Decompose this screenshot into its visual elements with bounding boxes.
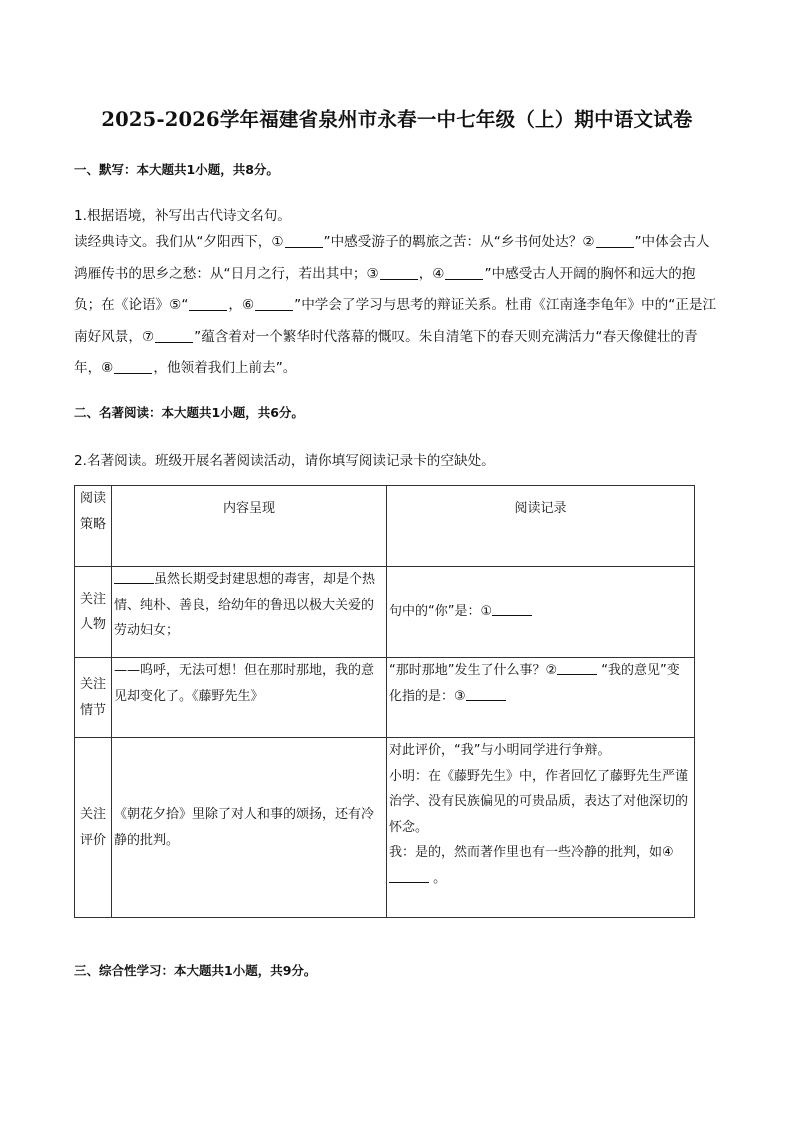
question-2-stem: 2.名著阅读。班级开展名著阅读活动，请你填写阅读记录卡的空缺处。 [74, 453, 495, 469]
record-blank-2[interactable] [557, 661, 597, 675]
content-blank[interactable] [114, 570, 154, 584]
content-cell: ——呜呼，无法可想！但在那时那地，我的意见却变化了。《藤野先生》 [112, 658, 387, 738]
header-record: 阅读记录 [387, 486, 695, 567]
section-2-heading: 二、名著阅读：本大题共1小题，共6分。 [74, 405, 304, 420]
table-row [75, 738, 695, 918]
answer-blank-6[interactable] [255, 296, 293, 311]
strategy-cell: 关注情节 [75, 658, 112, 738]
question-1-passage: 读经典诗文。我们从“夕阳西下，① ”中感受游子的羁旅之苦：从“乡书何处达？② ”中体会古人鸿雁传书的思乡之愁：从“日月之行，若出其中；③ ，④ ”中感受古人开阔的胸怀和远大的抱负；在《论语》⑤“ ，⑥ ”中学会了学习与思考的辩证关系。杜甫《江南逢李龟年》中的“正是江南好风景，⑦ ”蕴含着对一个繁华时代落幕的慨叹。朱自清笔下的春天则充满活力“春天像健壮的青年，⑧ ，他领着我们上前去”。 [74, 234, 717, 376]
content-cell: 《朝花夕拾》里除了对人和事的颂扬，还有冷静的批判。 [112, 738, 387, 918]
header-strategy: 阅读策略 [75, 486, 112, 567]
record-blank-3[interactable] [466, 687, 506, 701]
answer-blank-4[interactable] [445, 265, 483, 280]
record-cell: 句中的“你”是：① [387, 567, 695, 658]
question-1-stem: 1.根据语境，补写出古代诗文名句。 [74, 208, 291, 224]
answer-blank-7[interactable] [155, 328, 193, 343]
record-blank-4[interactable] [389, 869, 429, 883]
answer-blank-3[interactable] [380, 265, 418, 280]
content-cell: 虽然长期受封建思想的毒害，却是个热情、纯朴、善良，给幼年的鲁迅以极大关爱的劳动妇女； [112, 567, 387, 658]
section-1-heading: 一、默写：本大题共1小题，共8分。 [74, 162, 279, 177]
strategy-cell: 关注评价 [75, 738, 112, 918]
answer-blank-8[interactable] [114, 359, 152, 374]
record-cell: 对此评价，“我”与小明同学进行争辩。 小明：在《藤野先生》中，作者回忆了藤野先生严谨治学、没有民族偏见的可贵品质，表达了对他深切的怀念。 我：是的，然而著作里也有一些冷静的批判，如④ 。 [387, 738, 695, 918]
strategy-cell: 关注人物 [75, 567, 112, 658]
table-row [75, 567, 695, 658]
reading-record-table [74, 485, 695, 918]
table-header-row [75, 486, 695, 567]
answer-blank-2[interactable] [596, 233, 634, 248]
answer-blank-5[interactable] [189, 296, 227, 311]
header-content: 内容呈现 [112, 486, 387, 567]
table-row [75, 658, 695, 738]
section-3-heading: 三、综合性学习：本大题共1小题，共9分。 [74, 963, 317, 978]
exam-title: 2025-2026学年福建省泉州市永春一中七年级（上）期中语文试卷 [101, 108, 693, 131]
answer-blank-1[interactable] [285, 233, 323, 248]
record-cell: “那时那地”发生了什么事？② “我的意见”变化指的是：③ [387, 658, 695, 738]
record-blank-1[interactable] [492, 602, 532, 616]
